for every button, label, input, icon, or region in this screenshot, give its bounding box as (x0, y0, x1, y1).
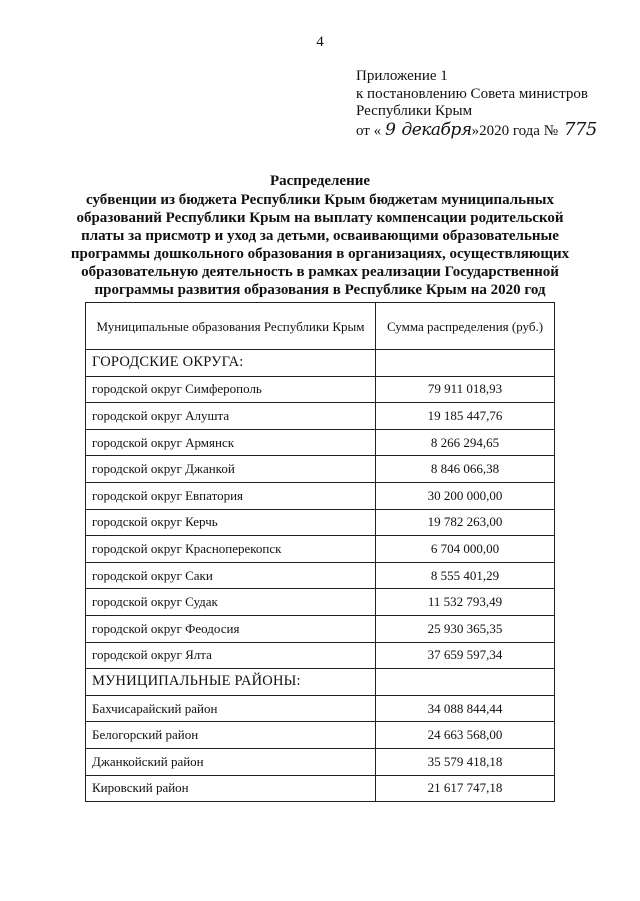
appendix-title: Приложение 1 (356, 68, 448, 84)
municipality-name: городской округ Джанкой (86, 456, 376, 483)
appendix-block (356, 68, 597, 140)
appendix-republic-line: Республики Крым (356, 103, 473, 119)
sum-value: 25 930 365,35 (376, 615, 555, 642)
appendix-date-line (356, 118, 597, 141)
document-title (60, 172, 580, 299)
table-row (86, 562, 555, 589)
header-municipality: Муниципальные образования Республики Крым (86, 303, 376, 350)
title-heading: Распределение (269, 173, 371, 189)
sum-value: 19 782 263,00 (376, 509, 555, 536)
municipality-name: Кировский район (86, 775, 376, 802)
sum-value: 34 088 844,44 (376, 695, 555, 722)
table-row (86, 695, 555, 722)
table-row (86, 456, 555, 483)
table-row (86, 509, 555, 536)
sum-value: 8 266 294,65 (376, 429, 555, 456)
table-row (86, 642, 555, 669)
table-row (86, 615, 555, 642)
sum-value: 37 659 597,34 (376, 642, 555, 669)
sum-value: 30 200 000,00 (376, 482, 555, 509)
section-label: МУНИЦИПАЛЬНЫЕ РАЙОНЫ: (86, 669, 376, 696)
section-label: ГОРОДСКИЕ ОКРУГА: (86, 350, 376, 377)
table-row (86, 722, 555, 749)
table-row (86, 589, 555, 616)
table-header-row (86, 303, 555, 350)
handwritten-month: декабря (401, 119, 472, 140)
handwritten-day: 9 (385, 119, 396, 140)
sum-value: 8 846 066,38 (376, 456, 555, 483)
sum-value: 6 704 000,00 (376, 536, 555, 563)
section-row (86, 350, 555, 377)
title-body: субвенции из бюджета Республики Крым бюджетам муниципальных образований Республики Крым на выплату компенсации родительской платы за присмотр и уход за детьми, осваивающими образовательные программы дошкольного образования в организациях, осуществляющих образовательную деятельность в рамках реализации Государственной программы развития образования в Республике Крым на 2020 год (70, 192, 570, 298)
municipality-name: городской округ Симферополь (86, 376, 376, 403)
municipality-name: городской округ Керчь (86, 509, 376, 536)
section-empty-cell (376, 669, 555, 696)
municipality-name: городской округ Саки (86, 562, 376, 589)
sum-value: 24 663 568,00 (376, 722, 555, 749)
section-row (86, 669, 555, 696)
date-year: 2020 года № (479, 122, 559, 139)
sum-value: 11 532 793,49 (376, 589, 555, 616)
sum-value: 79 911 018,93 (376, 376, 555, 403)
table-row (86, 429, 555, 456)
municipality-name: городской округ Армянск (86, 429, 376, 456)
table-row (86, 482, 555, 509)
table-row (86, 775, 555, 802)
municipality-name: городской округ Евпатория (86, 482, 376, 509)
sum-value: 8 555 401,29 (376, 562, 555, 589)
section-empty-cell (376, 350, 555, 377)
date-close-quote: » (471, 122, 480, 139)
sum-value: 19 185 447,76 (376, 403, 555, 430)
distribution-table (85, 302, 555, 802)
municipality-name: Джанкойский район (86, 748, 376, 775)
table-body (86, 350, 555, 802)
sum-value: 35 579 418,18 (376, 748, 555, 775)
table-row (86, 403, 555, 430)
handwritten-number: 775 (564, 118, 597, 140)
page-number: 4 (316, 34, 324, 50)
municipality-name: городской округ Алушта (86, 403, 376, 430)
municipality-name: городской округ Ялта (86, 642, 376, 669)
municipality-name: Белогорский район (86, 722, 376, 749)
table-row (86, 536, 555, 563)
municipality-name: Бахчисарайский район (86, 695, 376, 722)
municipality-name: городской округ Судак (86, 589, 376, 616)
municipality-name: городской округ Феодосия (86, 615, 376, 642)
date-prefix: от « (356, 122, 382, 139)
sum-value: 21 617 747,18 (376, 775, 555, 802)
appendix-decree-line: к постановлению Совета министров (356, 85, 588, 102)
table-row (86, 748, 555, 775)
municipality-name: городской округ Красноперекопск (86, 536, 376, 563)
table-row (86, 376, 555, 403)
header-sum: Сумма распределения (руб.) (376, 303, 555, 350)
